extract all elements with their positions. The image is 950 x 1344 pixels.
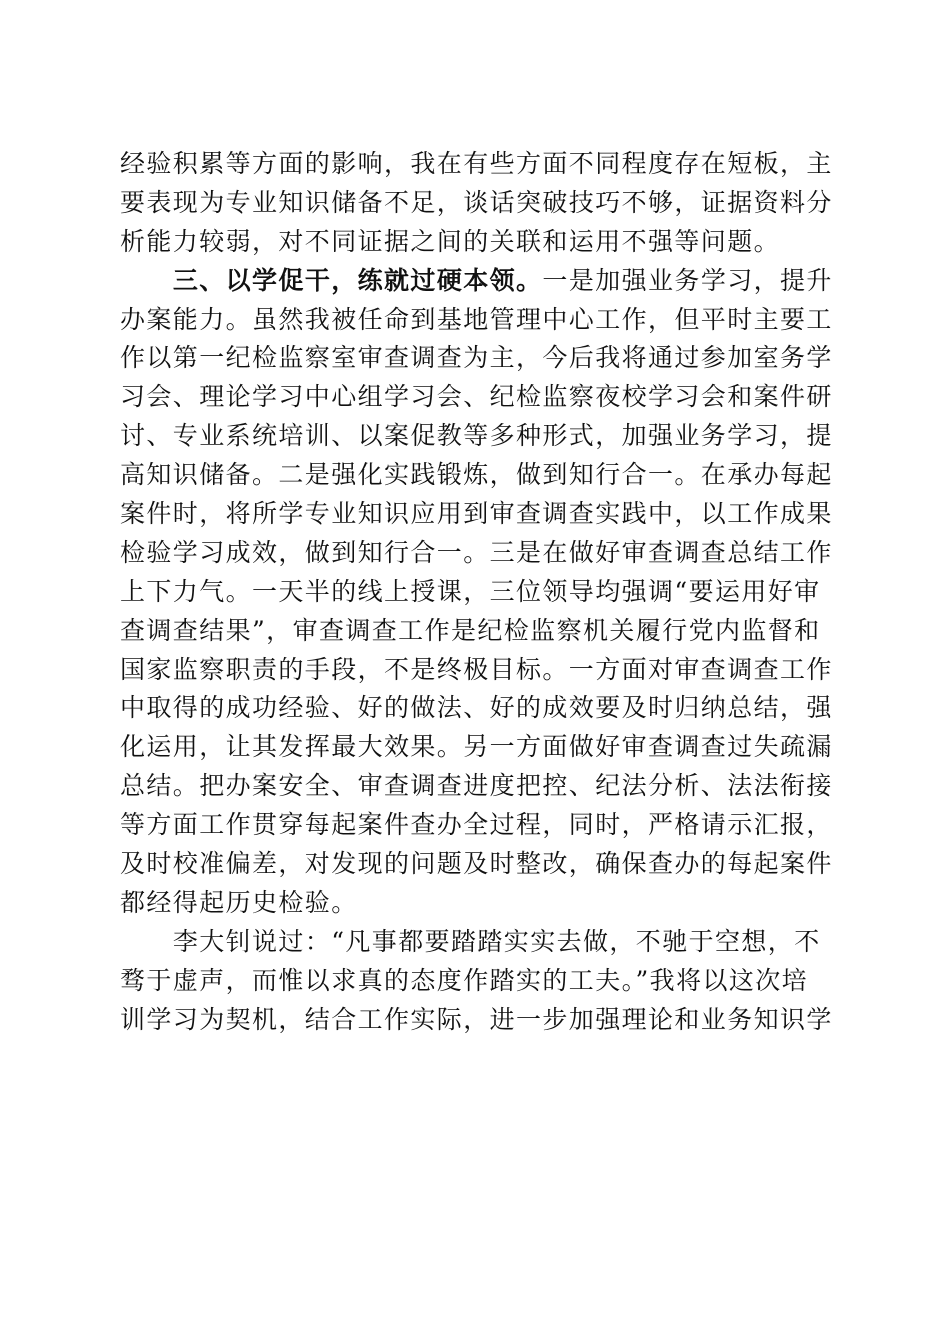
text-line-first [120, 923, 825, 962]
text-line: 都经得起历史检验。 [120, 887, 358, 917]
text-line: 经验积累等方面的影响，我在有些方面不同程度存在短板，主 [120, 149, 833, 178]
text-line: 查调查结果”，审查调查工作是纪检监察机关履行党内监督和 [120, 615, 821, 645]
text-line: 中取得的成功经验、好的做法、好的成效要及时归纳总结，强 [120, 693, 833, 723]
text-line: 习会、理论学习中心组学习会、纪检监察夜校学习会和案件研 [120, 382, 833, 412]
text-line: 等方面工作贯穿每起案件查办全过程，同时，严格请示汇报， [120, 810, 833, 840]
text-line: 训学习为契机，结合工作实际，进一步加强理论和业务知识学 [120, 1004, 833, 1034]
text-line: 上下力气。一天半的线上授课，三位领导均强调“要运用好审 [120, 576, 821, 606]
text-line: 作以第一纪检监察室审查调查为主，今后我将通过参加室务学 [120, 343, 833, 373]
quote-first-line-text: 李大钊说过：“凡事都要踏踏实实去做，不驰于空想，不 [172, 926, 821, 956]
document-page [120, 145, 833, 1039]
text-line: 讨、专业系统培训、以案促教等多种形式，加强业务学习，提 [120, 421, 833, 451]
text-line: 国家监察职责的手段，不是终极目标。一方面对审查调查工作 [120, 654, 833, 684]
text-line: 高知识储备。二是强化实践锻炼，做到知行合一。在承办每起 [120, 460, 833, 490]
paragraph-section-three [120, 262, 833, 923]
text-line: 化运用，让其发挥最大效果。另一方面做好审查调查过失疏漏 [120, 732, 833, 762]
text-line-first [120, 262, 833, 301]
section-heading: 三、以学促干，练就过硬本领。 [172, 265, 543, 295]
text-line: 案件时，将所学专业知识应用到审查调查实践中，以工作成果 [120, 499, 833, 529]
text-line: 及时校准偏差，对发现的问题及时整改，确保查办的每起案件 [120, 849, 833, 879]
paragraph-li-dazhao-quote [120, 923, 833, 1040]
text-line: 检验学习成效，做到知行合一。三是在做好审查调查总结工作 [120, 537, 833, 567]
text-line: 析能力较弱，对不同证据之间的关联和运用不强等问题。 [120, 226, 781, 256]
text-line: 骛于虚声，而惟以求真的态度作踏实的工夫。”我将以这次培 [120, 965, 809, 995]
text-line: 要表现为专业知识储备不足，谈话突破技巧不够，证据资料分 [120, 187, 833, 217]
text-line: 总结。把办案安全、审查调查进度把控、纪法分析、法法衔接 [120, 771, 833, 801]
section-first-line-text: 一是加强业务学习，提升 [542, 265, 833, 295]
text-line: 办案能力。虽然我被任命到基地管理中心工作，但平时主要工 [120, 304, 833, 334]
paragraph-shortcomings [120, 145, 833, 262]
